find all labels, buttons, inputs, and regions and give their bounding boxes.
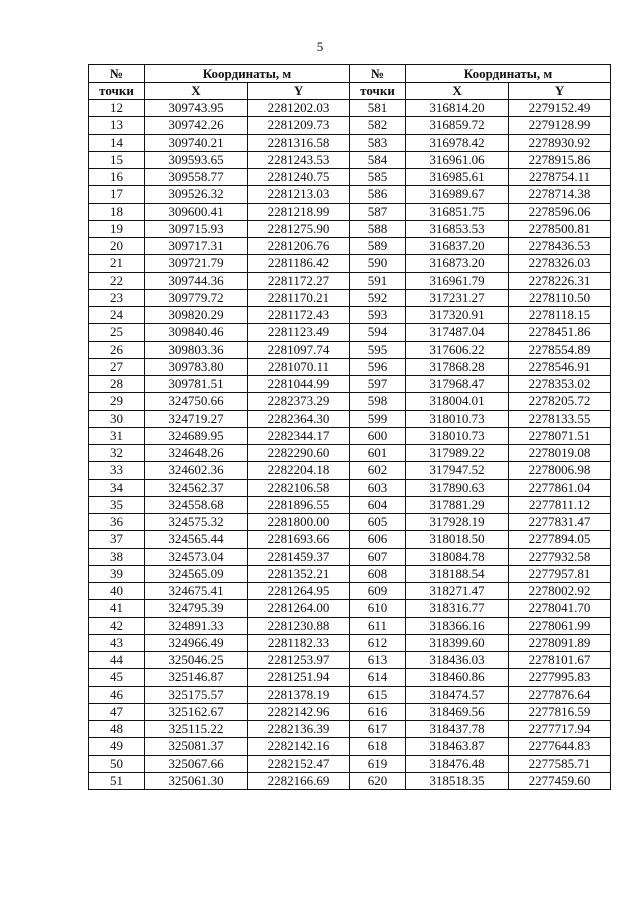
y-coordinate-left: 2282136.39: [248, 721, 350, 738]
x-coordinate-right: 318518.35: [406, 772, 509, 789]
y-coordinate-right: 2278226.31: [509, 272, 611, 289]
x-coordinate-left: 309783.80: [145, 358, 248, 375]
point-number-left: 35: [89, 496, 145, 513]
point-number-right: 609: [350, 583, 406, 600]
y-coordinate-right: 2278118.15: [509, 307, 611, 324]
y-coordinate-left: 2281459.37: [248, 548, 350, 565]
x-coordinate-right: 316961.79: [406, 272, 509, 289]
point-number-right: 615: [350, 686, 406, 703]
table-row: [89, 238, 611, 255]
y-coordinate-left: 2281253.97: [248, 652, 350, 669]
x-coordinate-left: 309558.77: [145, 169, 248, 186]
x-coordinate-right: 318084.78: [406, 548, 509, 565]
y-coordinate-right: 2278326.03: [509, 255, 611, 272]
table-row: [89, 134, 611, 151]
point-number-left: 31: [89, 427, 145, 444]
page-number: 5: [316, 39, 324, 54]
y-coordinate-left: 2281275.90: [248, 220, 350, 237]
x-coordinate-right: 318474.57: [406, 686, 509, 703]
point-number-right: 608: [350, 565, 406, 582]
point-number-left: 49: [89, 738, 145, 755]
point-number-left: 16: [89, 169, 145, 186]
point-number-header-right: №: [350, 65, 406, 83]
y-coordinate-left: 2282290.60: [248, 445, 350, 462]
point-number-right: 607: [350, 548, 406, 565]
x-coordinate-left: 309779.72: [145, 289, 248, 306]
point-number-right: 613: [350, 652, 406, 669]
y-coordinate-left: 2281123.49: [248, 324, 350, 341]
y-coordinate-right: 2278133.55: [509, 410, 611, 427]
point-number-right: 599: [350, 410, 406, 427]
x-coordinate-right: 316837.20: [406, 238, 509, 255]
point-number-left: 34: [89, 479, 145, 496]
x-coordinate-right: 318437.78: [406, 721, 509, 738]
point-number-left: 19: [89, 220, 145, 237]
y-coordinate-left: 2281230.88: [248, 617, 350, 634]
point-number-right: 602: [350, 462, 406, 479]
y-coordinate-left: 2281172.43: [248, 307, 350, 324]
x-coordinate-right: 316989.67: [406, 186, 509, 203]
table-row: [89, 410, 611, 427]
x-coordinate-right: 318188.54: [406, 565, 509, 582]
y-coordinate-right: 2278041.70: [509, 600, 611, 617]
point-number-right: 596: [350, 358, 406, 375]
point-number-left: 15: [89, 151, 145, 168]
x-coordinate-left: 324565.44: [145, 531, 248, 548]
point-number-right: 594: [350, 324, 406, 341]
point-number-left: 18: [89, 203, 145, 220]
point-number-right: 605: [350, 514, 406, 531]
point-number-left: 50: [89, 755, 145, 772]
y-coordinate-left: 2281243.53: [248, 151, 350, 168]
point-label-header-left: точки: [89, 83, 145, 100]
x-coordinate-left: 324675.41: [145, 583, 248, 600]
table-row: [89, 600, 611, 617]
y-coordinate-left: 2281378.19: [248, 686, 350, 703]
table-row: [89, 220, 611, 237]
y-coordinate-left: 2282204.18: [248, 462, 350, 479]
y-coordinate-left: 2281800.00: [248, 514, 350, 531]
table-row: [89, 169, 611, 186]
table-row: [89, 186, 611, 203]
table-row: [89, 479, 611, 496]
y-coordinate-right: 2277995.83: [509, 669, 611, 686]
y-coordinate-left: 2281251.94: [248, 669, 350, 686]
table-row: [89, 324, 611, 341]
x-coordinate-right: 316853.53: [406, 220, 509, 237]
x-coordinate-left: 309744.36: [145, 272, 248, 289]
x-coordinate-right: 318476.48: [406, 755, 509, 772]
x-coordinate-right: 318460.86: [406, 669, 509, 686]
point-number-left: 51: [89, 772, 145, 789]
x-coordinate-left: 309740.21: [145, 134, 248, 151]
point-number-right: 588: [350, 220, 406, 237]
table-row: [89, 427, 611, 444]
y-coordinate-left: 2282373.29: [248, 393, 350, 410]
x-coordinate-right: 318271.47: [406, 583, 509, 600]
table-row: [89, 496, 611, 513]
table-row: [89, 617, 611, 634]
table-row: [89, 583, 611, 600]
point-number-right: 591: [350, 272, 406, 289]
y-coordinate-right: 2278071.51: [509, 427, 611, 444]
point-number-right: 614: [350, 669, 406, 686]
point-number-left: 41: [89, 600, 145, 617]
y-coordinate-left: 2281209.73: [248, 117, 350, 134]
x-coordinate-right: 317890.63: [406, 479, 509, 496]
y-coordinate-right: 2279152.49: [509, 100, 611, 117]
y-coordinate-right: 2278554.89: [509, 341, 611, 358]
point-number-left: 22: [89, 272, 145, 289]
y-coordinate-left: 2281264.00: [248, 600, 350, 617]
point-number-right: 601: [350, 445, 406, 462]
y-coordinate-right: 2277932.58: [509, 548, 611, 565]
point-number-right: 584: [350, 151, 406, 168]
x-coordinate-right: 318469.56: [406, 703, 509, 720]
point-number-left: 37: [89, 531, 145, 548]
point-number-right: 617: [350, 721, 406, 738]
y-coordinate-right: 2277861.04: [509, 479, 611, 496]
y-coordinate-left: 2282364.30: [248, 410, 350, 427]
point-number-right: 606: [350, 531, 406, 548]
point-number-right: 598: [350, 393, 406, 410]
y-coordinate-right: 2277459.60: [509, 772, 611, 789]
y-coordinate-left: 2281213.03: [248, 186, 350, 203]
y-coordinate-left: 2281206.76: [248, 238, 350, 255]
y-coordinate-right: 2277876.64: [509, 686, 611, 703]
y-coordinate-right: 2277894.05: [509, 531, 611, 548]
point-number-right: 586: [350, 186, 406, 203]
table-row: [89, 289, 611, 306]
table-row: [89, 755, 611, 772]
table-row: [89, 772, 611, 789]
x-coordinate-left: 309742.26: [145, 117, 248, 134]
x-coordinate-left: 324689.95: [145, 427, 248, 444]
point-number-right: 595: [350, 341, 406, 358]
table-header: [89, 65, 611, 100]
x-coordinate-right: 318010.73: [406, 410, 509, 427]
point-number-left: 25: [89, 324, 145, 341]
x-coordinate-left: 324750.66: [145, 393, 248, 410]
table-row: [89, 686, 611, 703]
point-number-left: 43: [89, 634, 145, 651]
y-coordinate-left: 2281186.42: [248, 255, 350, 272]
point-number-left: 27: [89, 358, 145, 375]
point-number-right: 618: [350, 738, 406, 755]
x-coordinate-left: 325175.57: [145, 686, 248, 703]
x-coordinate-right: 317928.19: [406, 514, 509, 531]
x-coordinate-left: 324795.39: [145, 600, 248, 617]
x-coordinate-left: 324719.27: [145, 410, 248, 427]
y-coordinate-left: 2282166.69: [248, 772, 350, 789]
x-coordinate-right: 317231.27: [406, 289, 509, 306]
point-number-right: 610: [350, 600, 406, 617]
x-coordinate-left: 325061.30: [145, 772, 248, 789]
point-number-left: 23: [89, 289, 145, 306]
x-coordinate-right: 317606.22: [406, 341, 509, 358]
point-number-right: 581: [350, 100, 406, 117]
x-coordinate-left: 309593.65: [145, 151, 248, 168]
table-row: [89, 462, 611, 479]
x-coordinate-left: 324966.49: [145, 634, 248, 651]
table-row: [89, 652, 611, 669]
x-coordinate-right: 316961.06: [406, 151, 509, 168]
x-coordinate-left: 325162.67: [145, 703, 248, 720]
point-number-left: 47: [89, 703, 145, 720]
y-coordinate-right: 2277957.81: [509, 565, 611, 582]
y-coordinate-left: 2281182.33: [248, 634, 350, 651]
table-row: [89, 393, 611, 410]
y-coordinate-right: 2278436.53: [509, 238, 611, 255]
table-row: [89, 669, 611, 686]
y-coordinate-right: 2278546.91: [509, 358, 611, 375]
header-row-top: [89, 65, 611, 83]
x-coordinate-left: 324648.26: [145, 445, 248, 462]
y-coordinate-right: 2278019.08: [509, 445, 611, 462]
y-coordinate-right: 2278353.02: [509, 376, 611, 393]
point-number-left: 21: [89, 255, 145, 272]
point-number-right: 611: [350, 617, 406, 634]
x-coordinate-left: 324565.09: [145, 565, 248, 582]
x-coordinate-left: 325115.22: [145, 721, 248, 738]
point-number-left: 39: [89, 565, 145, 582]
y-coordinate-right: 2278091.89: [509, 634, 611, 651]
point-number-left: 44: [89, 652, 145, 669]
x-coordinate-left: 325067.66: [145, 755, 248, 772]
y-coordinate-right: 2278006.98: [509, 462, 611, 479]
y-coordinate-right: 2277831.47: [509, 514, 611, 531]
table-row: [89, 565, 611, 582]
y-coordinate-left: 2282152.47: [248, 755, 350, 772]
table-row: [89, 151, 611, 168]
table-row: [89, 341, 611, 358]
x-coordinate-right: 318010.73: [406, 427, 509, 444]
x-coordinate-left: 309743.95: [145, 100, 248, 117]
x-coordinate-left: 325146.87: [145, 669, 248, 686]
y-coordinate-right: 2277644.83: [509, 738, 611, 755]
x-coordinate-left: 324602.36: [145, 462, 248, 479]
x-coordinate-left: 324558.68: [145, 496, 248, 513]
point-label-header-right: точки: [350, 83, 406, 100]
x-header-left: X: [145, 83, 248, 100]
point-number-right: 590: [350, 255, 406, 272]
x-coordinate-right: 316851.75: [406, 203, 509, 220]
x-coordinate-right: 316859.72: [406, 117, 509, 134]
point-number-left: 38: [89, 548, 145, 565]
point-number-right: 619: [350, 755, 406, 772]
x-coordinate-left: 324562.37: [145, 479, 248, 496]
point-number-right: 616: [350, 703, 406, 720]
point-number-left: 30: [89, 410, 145, 427]
x-coordinate-left: 309526.32: [145, 186, 248, 203]
table-row: [89, 203, 611, 220]
point-number-left: 33: [89, 462, 145, 479]
x-coordinate-left: 309781.51: [145, 376, 248, 393]
table-row: [89, 531, 611, 548]
table-row: [89, 272, 611, 289]
point-number-left: 45: [89, 669, 145, 686]
y-coordinate-left: 2281693.66: [248, 531, 350, 548]
point-number-left: 24: [89, 307, 145, 324]
y-coordinate-right: 2277585.71: [509, 755, 611, 772]
y-coordinate-left: 2282106.58: [248, 479, 350, 496]
x-coordinate-left: 309717.31: [145, 238, 248, 255]
table-row: [89, 703, 611, 720]
point-number-right: 592: [350, 289, 406, 306]
y-coordinate-right: 2278110.50: [509, 289, 611, 306]
y-coordinate-right: 2278596.06: [509, 203, 611, 220]
point-number-right: 604: [350, 496, 406, 513]
x-coordinate-left: 325046.25: [145, 652, 248, 669]
table-row: [89, 307, 611, 324]
coordinates-header-left: Координаты, м: [145, 65, 350, 83]
x-coordinate-left: 309803.36: [145, 341, 248, 358]
y-coordinate-left: 2281352.21: [248, 565, 350, 582]
y-coordinate-right: 2278714.38: [509, 186, 611, 203]
point-number-left: 36: [89, 514, 145, 531]
table-row: [89, 738, 611, 755]
y-coordinate-left: 2282344.17: [248, 427, 350, 444]
x-coordinate-right: 318316.77: [406, 600, 509, 617]
x-coordinate-right: 316873.20: [406, 255, 509, 272]
point-number-left: 29: [89, 393, 145, 410]
y-coordinate-right: 2278205.72: [509, 393, 611, 410]
y-coordinate-right: 2277816.59: [509, 703, 611, 720]
y-coordinate-left: 2281070.11: [248, 358, 350, 375]
y-coordinate-left: 2281240.75: [248, 169, 350, 186]
y-coordinate-right: 2277717.94: [509, 721, 611, 738]
x-coordinate-left: 309600.41: [145, 203, 248, 220]
x-coordinate-right: 318463.87: [406, 738, 509, 755]
y-header-left: Y: [248, 83, 350, 100]
point-number-left: 14: [89, 134, 145, 151]
point-number-right: 589: [350, 238, 406, 255]
y-coordinate-right: 2278915.86: [509, 151, 611, 168]
point-number-left: 46: [89, 686, 145, 703]
x-coordinate-right: 316985.61: [406, 169, 509, 186]
y-coordinate-right: 2277811.12: [509, 496, 611, 513]
x-coordinate-right: 317868.28: [406, 358, 509, 375]
y-coordinate-right: 2278754.11: [509, 169, 611, 186]
point-number-right: 587: [350, 203, 406, 220]
x-coordinate-right: 318436.03: [406, 652, 509, 669]
point-number-right: 620: [350, 772, 406, 789]
y-coordinate-left: 2282142.96: [248, 703, 350, 720]
point-number-right: 597: [350, 376, 406, 393]
y-coordinate-right: 2278451.86: [509, 324, 611, 341]
point-number-left: 48: [89, 721, 145, 738]
point-number-right: 593: [350, 307, 406, 324]
point-number-right: 582: [350, 117, 406, 134]
coordinates-header-right: Координаты, м: [406, 65, 611, 83]
y-coordinate-left: 2281170.21: [248, 289, 350, 306]
x-coordinate-left: 309840.46: [145, 324, 248, 341]
table-row: [89, 358, 611, 375]
x-coordinate-right: 317320.91: [406, 307, 509, 324]
header-row-bottom: [89, 83, 611, 100]
point-number-right: 583: [350, 134, 406, 151]
x-coordinate-left: 324575.32: [145, 514, 248, 531]
coordinates-table: [88, 64, 611, 790]
table-row: [89, 376, 611, 393]
y-coordinate-right: 2278500.81: [509, 220, 611, 237]
point-number-left: 12: [89, 100, 145, 117]
x-coordinate-right: 316814.20: [406, 100, 509, 117]
point-number-header-left: №: [89, 65, 145, 83]
y-coordinate-right: 2278930.92: [509, 134, 611, 151]
y-coordinate-left: 2281316.58: [248, 134, 350, 151]
x-coordinate-left: 309715.93: [145, 220, 248, 237]
x-coordinate-left: 324891.33: [145, 617, 248, 634]
x-coordinate-right: 316978.42: [406, 134, 509, 151]
table-row: [89, 100, 611, 117]
x-coordinate-left: 325081.37: [145, 738, 248, 755]
point-number-left: 20: [89, 238, 145, 255]
y-coordinate-left: 2281218.99: [248, 203, 350, 220]
y-coordinate-right: 2279128.99: [509, 117, 611, 134]
x-coordinate-right: 317947.52: [406, 462, 509, 479]
y-coordinate-right: 2278002.92: [509, 583, 611, 600]
table-row: [89, 445, 611, 462]
table-row: [89, 117, 611, 134]
y-coordinate-right: 2278061.99: [509, 617, 611, 634]
x-coordinate-right: 318399.60: [406, 634, 509, 651]
point-number-left: 40: [89, 583, 145, 600]
point-number-left: 26: [89, 341, 145, 358]
y-header-right: Y: [509, 83, 611, 100]
point-number-right: 612: [350, 634, 406, 651]
x-header-right: X: [406, 83, 509, 100]
x-coordinate-left: 309721.79: [145, 255, 248, 272]
x-coordinate-right: 318366.16: [406, 617, 509, 634]
y-coordinate-left: 2281202.03: [248, 100, 350, 117]
x-coordinate-right: 317968.47: [406, 376, 509, 393]
point-number-left: 42: [89, 617, 145, 634]
table-row: [89, 721, 611, 738]
x-coordinate-right: 317487.04: [406, 324, 509, 341]
point-number-left: 13: [89, 117, 145, 134]
x-coordinate-left: 324573.04: [145, 548, 248, 565]
point-number-right: 585: [350, 169, 406, 186]
x-coordinate-right: 318018.50: [406, 531, 509, 548]
table-row: [89, 514, 611, 531]
y-coordinate-left: 2281264.95: [248, 583, 350, 600]
point-number-right: 600: [350, 427, 406, 444]
y-coordinate-left: 2281896.55: [248, 496, 350, 513]
point-number-left: 28: [89, 376, 145, 393]
y-coordinate-left: 2281044.99: [248, 376, 350, 393]
table-row: [89, 634, 611, 651]
table-row: [89, 255, 611, 272]
y-coordinate-left: 2281172.27: [248, 272, 350, 289]
y-coordinate-left: 2281097.74: [248, 341, 350, 358]
y-coordinate-right: 2278101.67: [509, 652, 611, 669]
point-number-right: 603: [350, 479, 406, 496]
point-number-left: 32: [89, 445, 145, 462]
y-coordinate-left: 2282142.16: [248, 738, 350, 755]
x-coordinate-left: 309820.29: [145, 307, 248, 324]
x-coordinate-right: 318004.01: [406, 393, 509, 410]
point-number-left: 17: [89, 186, 145, 203]
x-coordinate-right: 317881.29: [406, 496, 509, 513]
table-row: [89, 548, 611, 565]
table-body: [89, 100, 611, 790]
x-coordinate-right: 317989.22: [406, 445, 509, 462]
